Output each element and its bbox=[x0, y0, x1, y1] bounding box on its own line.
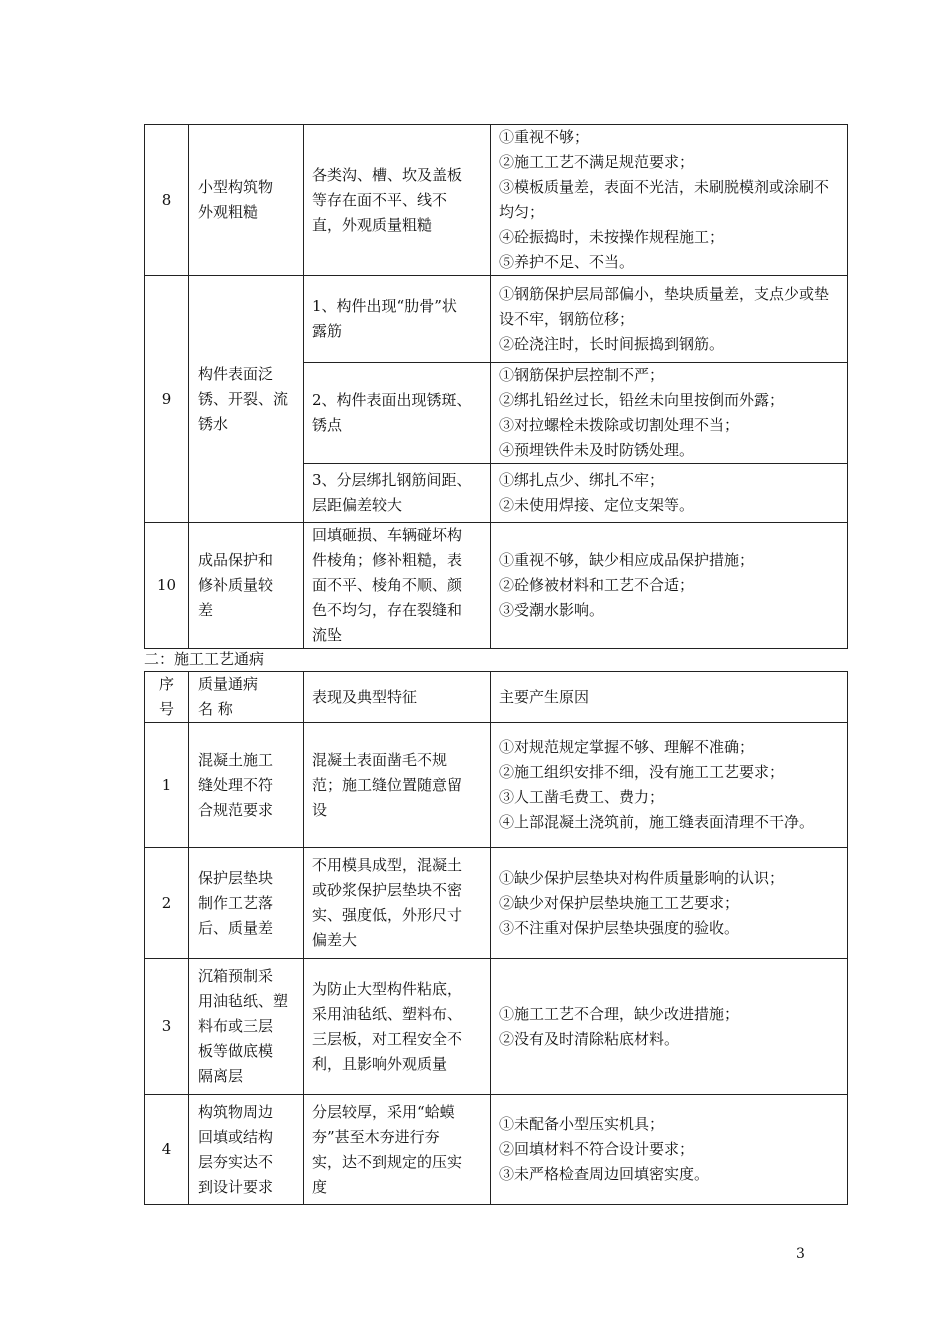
defect-causes: ①重视不够，缺少相应成品保护措施； ②砼修被材料和工艺不合适； ③受潮水影响。 bbox=[491, 523, 848, 649]
defect-causes: ①钢筋保护层局部偏小，垫块质量差，支点少或垫设不牢，钢筋位移； ②砼浇注时，长时间振捣到钢筋。 bbox=[491, 276, 848, 363]
defect-feature: 2、构件表面出现锈斑、 锈点 bbox=[304, 363, 491, 464]
table-header-row bbox=[145, 672, 848, 723]
table-row bbox=[145, 848, 848, 959]
defect-causes: ①对规范规定掌握不够、理解不准确； ②施工组织安排不细，没有施工工艺要求； ③人工凿毛费工、费力； ④上部混凝土浇筑前，施工缝表面清理不干净。 bbox=[491, 723, 848, 848]
defect-name: 构筑物周边 回填或结构 层夯实达不 到设计要求 bbox=[189, 1095, 304, 1205]
header-no: 序 号 bbox=[145, 672, 189, 723]
defect-causes: ①钢筋保护层控制不严； ②绑扎铅丝过长，铅丝未向里按倒而外露； ③对拉螺栓未拨除或切割处理不当； ④预埋铁件未及时防锈处理。 bbox=[491, 363, 848, 464]
defect-name: 保护层垫块 制作工艺落 后、质量差 bbox=[189, 848, 304, 959]
defect-feature: 1、构件出现“肋骨”状 露筋 bbox=[304, 276, 491, 363]
row-number: 1 bbox=[145, 723, 189, 848]
page-number: 3 bbox=[796, 1246, 805, 1262]
defect-name: 成品保护和 修补质量较 差 bbox=[189, 523, 304, 649]
defect-table-part2 bbox=[144, 671, 848, 1205]
row-number: 3 bbox=[145, 959, 189, 1095]
header-name: 质量通病 名 称 bbox=[189, 672, 304, 723]
row-number: 2 bbox=[145, 848, 189, 959]
table-row bbox=[145, 723, 848, 848]
defect-causes: ①未配备小型压实机具； ②回填材料不符合设计要求； ③未严格检查周边回填密实度。 bbox=[491, 1095, 848, 1205]
table-row bbox=[145, 125, 848, 276]
table-row bbox=[145, 959, 848, 1095]
defect-feature: 混凝土表面凿毛不规 范；施工缝位置随意留 设 bbox=[304, 723, 491, 848]
defect-causes: ①缺少保护层垫块对构件质量影响的认识； ②缺少对保护层垫块施工工艺要求； ③不注重对保护层垫块强度的验收。 bbox=[491, 848, 848, 959]
table-row bbox=[145, 1095, 848, 1205]
defect-feature: 不用模具成型，混凝土 或砂浆保护层垫块不密 实、强度低，外形尺寸 偏差大 bbox=[304, 848, 491, 959]
header-feature: 表现及典型特征 bbox=[304, 672, 491, 723]
defect-name: 小型构筑物 外观粗糙 bbox=[189, 125, 304, 276]
defect-name: 混凝土施工 缝处理不符 合规范要求 bbox=[189, 723, 304, 848]
section-title: 二：施工工艺通病 bbox=[144, 650, 265, 668]
row-number: 9 bbox=[145, 276, 189, 523]
defect-table-part1 bbox=[144, 124, 848, 649]
defect-feature: 为防止大型构件粘底， 采用油毡纸、塑料布、 三层板，对工程安全不 利，且影响外观质量 bbox=[304, 959, 491, 1095]
defect-causes: ①重视不够； ②施工工艺不满足规范要求； ③模板质量差，表面不光洁，未刷脱模剂或涂刷不均匀； ④砼振捣时，未按操作规程施工； ⑤养护不足、不当。 bbox=[491, 125, 848, 276]
defect-feature: 3、分层绑扎钢筋间距、 层距偏差较大 bbox=[304, 464, 491, 523]
defect-name: 沉箱预制采 用油毡纸、塑 料布或三层 板等做底模 隔离层 bbox=[189, 959, 304, 1095]
table-row bbox=[145, 276, 848, 363]
defect-feature: 回填砸损、车辆碰坏构 件棱角；修补粗糙，表 面不平、棱角不顺、颜 色不均匀，存在裂缝和 流坠 bbox=[304, 523, 491, 649]
header-cause: 主要产生原因 bbox=[491, 672, 848, 723]
defect-causes: ①施工工艺不合理，缺少改进措施； ②没有及时清除粘底材料。 bbox=[491, 959, 848, 1095]
defect-name: 构件表面泛 锈、开裂、流 锈水 bbox=[189, 276, 304, 523]
defect-feature: 各类沟、槽、坎及盖板 等存在面不平、线不 直，外观质量粗糙 bbox=[304, 125, 491, 276]
defect-causes: ①绑扎点少、绑扎不牢； ②未使用焊接、定位支架等。 bbox=[491, 464, 848, 523]
row-number: 4 bbox=[145, 1095, 189, 1205]
row-number: 8 bbox=[145, 125, 189, 276]
row-number: 10 bbox=[145, 523, 189, 649]
table-row bbox=[145, 523, 848, 649]
defect-feature: 分层较厚，采用“蛤蟆 夯”甚至木夯进行夯 实，达不到规定的压实 度 bbox=[304, 1095, 491, 1205]
